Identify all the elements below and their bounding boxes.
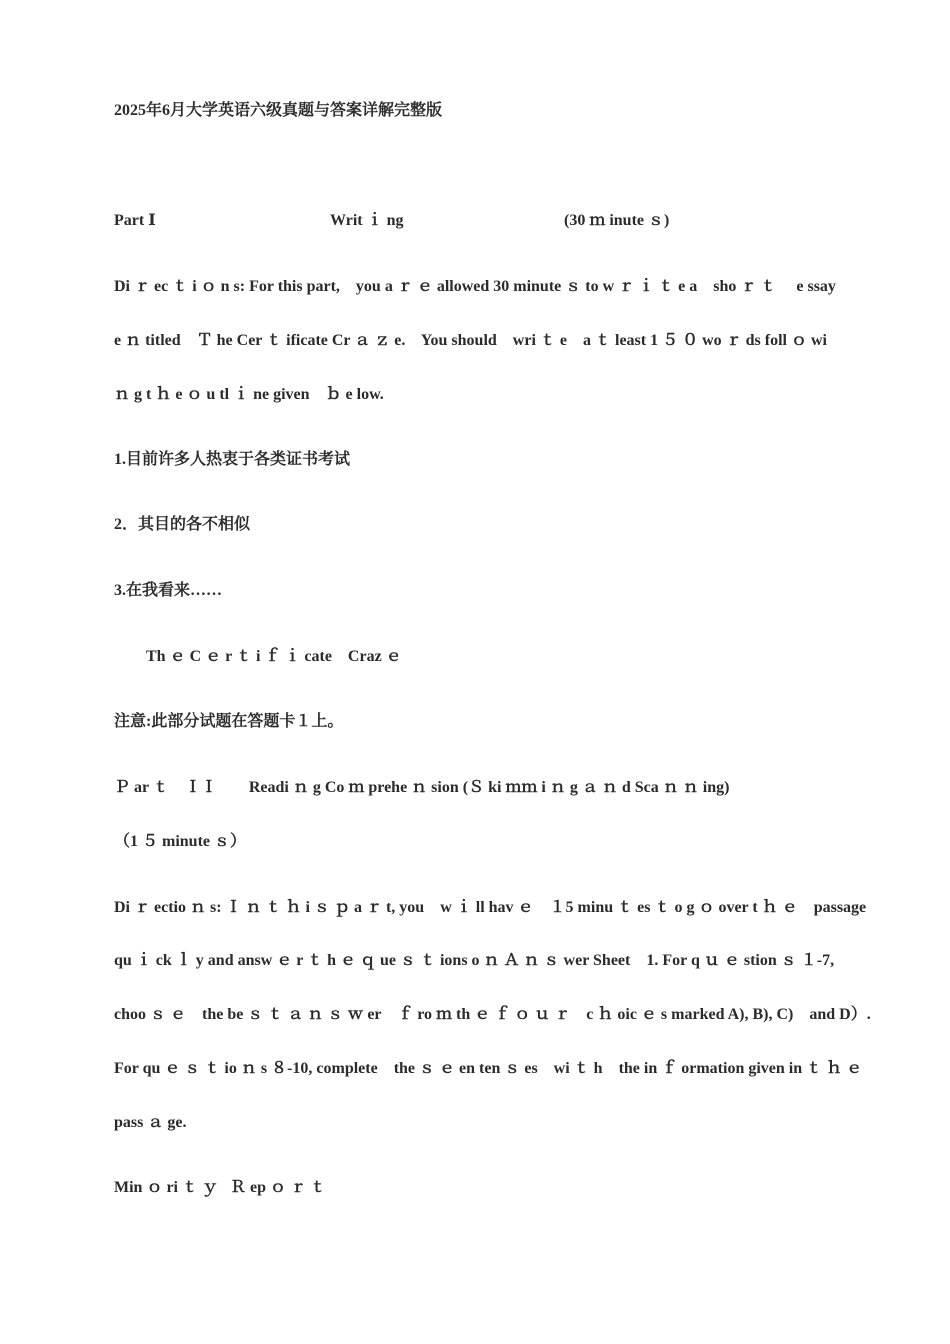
answer-sheet-note: 注意:此部分试题在答题卡１上。 <box>114 713 344 730</box>
part1-time: (30 ｍ inute ｓ) <box>564 212 670 229</box>
reading-directions-line: Di ｒ ectio ｎ s: Ｉ ｎ ｔ ｈ i ｓ ｐ a ｒ t, you w ｉ ll hav ｅ １5 minu ｔ es ｔ o g ｏ over t ｈ ｅ passage <box>114 899 867 916</box>
outline-item: 3.在我看来…… <box>114 582 223 599</box>
reading-directions-line: For qu ｅ ｓ ｔ io ｎ s ８-10, complete the ｓ ｅ en ten ｓ es wi ｔ h the in ｆ ormation given in ｔ ｈ ｅ <box>114 1060 863 1077</box>
essay-title: Th ｅ C ｅ r ｔ i ｆ ｉ cate Craz ｅ <box>146 648 402 665</box>
outline-item: 1.目前许多人热衷于各类证书考试 <box>114 451 351 468</box>
reading-directions-line: choo ｓ ｅ the be ｓ ｔ ａ ｎ ｓ ｗ er ｆ ro ｍ th ｅ ｆ ｏ ｕ ｒ c ｈ oic ｅ s marked A), B), C) and D）. <box>114 1006 871 1023</box>
writing-directions-line: e ｎ titled Ｔ he Cer ｔ ificate Cr ａ ｚ e. You should wri ｔ e a ｔ least 1 ５ ０ wo ｒ ds foll ｏ wi <box>114 332 827 349</box>
part1-label: Part Ⅰ <box>114 212 156 229</box>
reading-directions-line: pass ａ ge. <box>114 1114 187 1131</box>
outline-item: 2．其目的各不相似 <box>114 516 251 533</box>
writing-directions-line: ｎ g t ｈ e ｏ u tl ｉ ne given ｂ e low. <box>114 386 384 403</box>
document-title: 2025年6月大学英语六级真题与答案详解完整版 <box>114 102 443 119</box>
part2-time: （1 ５ minute ｓ） <box>114 833 247 850</box>
part2-heading: Ｐ ar ｔ ＩＩ Readi ｎ g Co ｍ prehe ｎ sion (Ｓ ki ｍｍ i ｎ g ａ ｎ d Sca ｎ ｎ ing) <box>114 779 730 796</box>
passage-title: Min ｏ ri ｔ ｙ Ｒ ep ｏ ｒ ｔ <box>114 1179 326 1196</box>
writing-directions-line: Di ｒ ec ｔ i ｏ n s: For this part, you a ｒ ｅ allowed 30 minute ｓ to w ｒ ｉ ｔ e a sho ｒ ｔ e ssay <box>114 278 836 295</box>
part1-name: Writ ｉ ng <box>330 212 404 229</box>
reading-directions-line: qu ｉ ck ｌ y and answ ｅ r ｔ h ｅ ｑ ue ｓ ｔ ions o ｎ Ａ ｎ ｓ wer Sheet 1. For q ｕ ｅ stion ｓ １-7, <box>114 952 835 969</box>
